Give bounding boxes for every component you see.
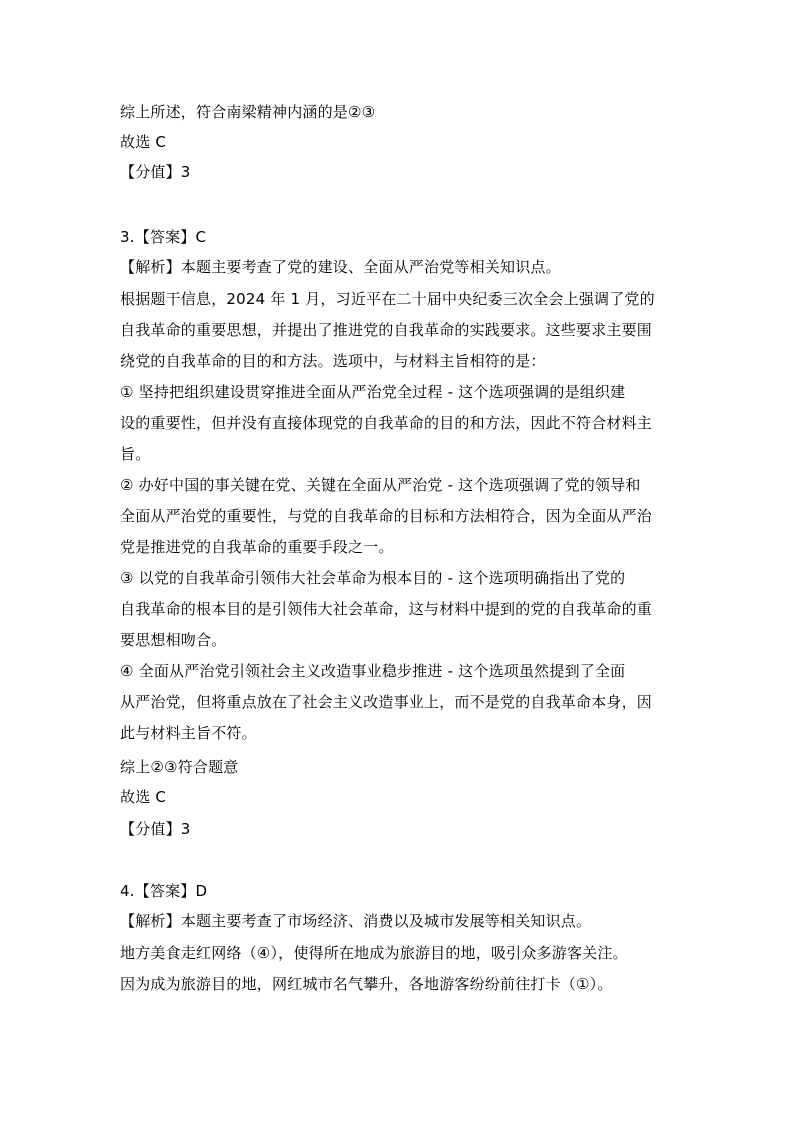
- q3-option-1: ① 坚持把组织建设贯穿推进全面从严治党全过程 - 这个选项强调的是组织建: [120, 383, 626, 401]
- score-line: 【分值】3: [120, 163, 191, 181]
- q3-analysis-line: 从严治党，但将重点放在了社会主义改造事业上，而不是党的自我革命本身，因: [120, 693, 653, 711]
- q3-analysis-line: 自我革命的重要思想，并提出了推进党的自我革命的实践要求。这些要求主要围: [120, 321, 653, 339]
- q3-analysis-line: 要思想相吻合。: [120, 631, 227, 649]
- q3-choice: 故选 C: [120, 788, 167, 806]
- q3-analysis-line: 此与材料主旨不符。: [120, 724, 257, 742]
- q3-analysis-line: 党是推进党的自我革命的重要手段之一。: [120, 538, 394, 556]
- q3-option-3: ③ 以党的自我革命引领伟大社会革命为根本目的 - 这个选项明确指出了党的: [120, 569, 626, 587]
- q4-analysis-line: 地方美食走红网络（④），使得所在地成为旅游目的地，吸引众多游客关注。: [120, 944, 628, 962]
- q3-analysis-line: 【解析】本题主要考查了党的建设、全面从严治党等相关知识点。: [120, 258, 561, 276]
- q3-option-2: ② 办好中国的事关键在党、关键在全面从严治党 - 这个选项强调了党的领导和: [120, 476, 641, 494]
- q3-analysis-line: 设的重要性，但并没有直接体现党的自我革命的目的和方法，因此不符合材料主: [120, 414, 653, 432]
- q3-analysis-line: 绕党的自我革命的目的和方法。选项中，与材料主旨相符的是：: [120, 352, 546, 370]
- q4-analysis-line: 【解析】本题主要考查了市场经济、消费以及城市发展等相关知识点。: [120, 912, 592, 930]
- q4-analysis-line: 因为成为旅游目的地，网红城市名气攀升，各地游客纷纷前往打卡（①）。: [120, 975, 613, 993]
- q3-analysis-line: 旨。: [120, 445, 151, 463]
- summary-line: 综上所述，符合南梁精神内涵的是②③: [120, 103, 376, 121]
- q3-option-4: ④ 全面从严治党引领社会主义改造事业稳步推进 - 这个选项虽然提到了全面: [120, 662, 626, 680]
- q3-answer-heading: 3.【答案】C: [120, 228, 207, 246]
- q4-answer-heading: 4.【答案】D: [120, 882, 208, 900]
- q3-analysis-line: 全面从严治党的重要性，与党的自我革命的目标和方法相符合，因为全面从严治: [120, 507, 653, 525]
- q3-analysis-line: 根据题干信息，2024 年 1 月，习近平在二十届中央纪委三次全会上强调了党的: [120, 290, 655, 308]
- q3-analysis-line: 自我革命的根本目的是引领伟大社会革命，这与材料中提到的党的自我革命的重: [120, 600, 653, 618]
- q3-score: 【分值】3: [120, 820, 191, 838]
- q3-conclusion: 综上②③符合题意: [120, 758, 239, 776]
- choice-line: 故选 C: [120, 133, 167, 151]
